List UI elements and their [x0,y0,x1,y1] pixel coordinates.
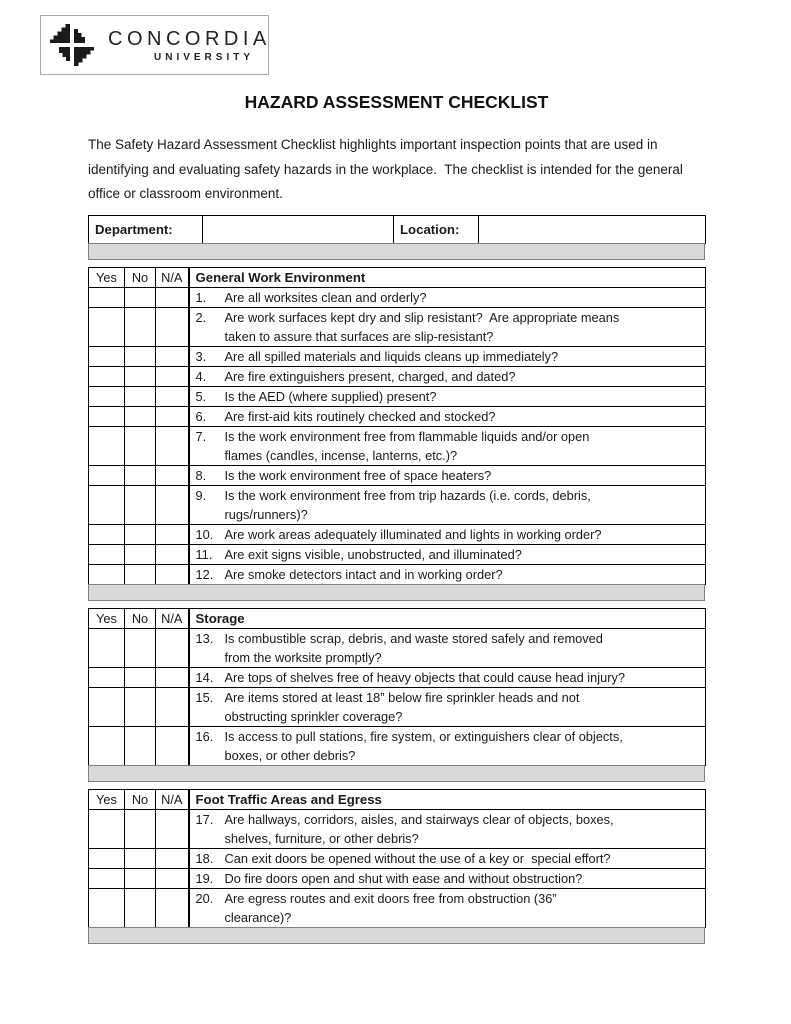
answer-cell-yes[interactable] [89,849,125,869]
item-number: 7. [195,429,207,444]
answer-cell-no[interactable] [125,466,156,486]
answer-cell-no[interactable] [125,668,156,688]
checklist-item-row [89,308,706,347]
item-text: Is the work environment free from flammable liquids and/or open flames (candles, incense, lanterns, etc.)? [224,429,590,463]
item-text: Are fire extinguishers present, charged, and dated? [224,369,516,384]
item-number: 2. [195,310,207,325]
answer-cell-na[interactable] [156,347,189,367]
section-table [88,789,706,928]
item-text: Are work surfaces kept dry and slip resistant? Are appropriate means taken to assure that surfaces are slip-resistant? [224,310,620,344]
checklist-item-row [89,347,706,367]
logo-name: CONCORDIA [108,27,271,50]
answer-cell-yes[interactable] [89,367,125,387]
checklist-item-row [89,810,706,849]
item-text: Are all spilled materials and liquids cleans up immediately? [224,349,559,364]
intro-paragraph: The Safety Hazard Assessment Checklist highlights important inspection points that are used in identifying and evaluating safety hazards in the workplace. The checklist is intended for the general office or classroom environment. [88,137,687,202]
answer-cell-na[interactable] [156,367,189,387]
answer-cell-no[interactable] [125,545,156,565]
answer-cell-na[interactable] [156,727,189,766]
section-separator [88,927,705,944]
question-cell [189,407,706,427]
answer-cell-na[interactable] [156,688,189,727]
checklist-item-row [89,889,706,928]
answer-cell-no[interactable] [125,427,156,466]
answer-cell-no[interactable] [125,810,156,849]
checklist-item-row [89,727,706,766]
item-number: 10. [195,527,214,542]
question-cell [189,688,706,727]
section-header-row [89,790,706,810]
answer-cell-no[interactable] [125,849,156,869]
answer-cell-yes[interactable] [89,407,125,427]
question-cell [189,308,706,347]
item-number: 20. [195,891,214,906]
answer-cell-no[interactable] [125,869,156,889]
answer-cell-na[interactable] [156,288,189,308]
answer-cell-yes[interactable] [89,629,125,668]
question-cell [189,387,706,407]
item-text: Is combustible scrap, debris, and waste stored safely and removed from the worksite promptly? [224,631,603,665]
checklist-item-row [89,387,706,407]
answer-cell-yes[interactable] [89,727,125,766]
checklist-sections [88,267,705,944]
answer-cell-yes[interactable] [89,427,125,466]
section-table [88,608,706,766]
department-location-row [89,216,706,244]
item-number: 3. [195,349,207,364]
answer-cell-yes[interactable] [89,466,125,486]
question-cell [189,810,706,849]
column-header-no: No [125,268,156,288]
answer-cell-no[interactable] [125,308,156,347]
logo-subname: UNIVERSITY [154,51,255,63]
question-cell [189,486,706,525]
item-text: Are exit signs visible, unobstructed, and illuminated? [224,547,522,562]
item-number: 9. [195,488,207,503]
checklist-item-row [89,668,706,688]
item-text: Is the work environment free from trip hazards (i.e. cords, debris, rugs/runners)? [224,488,591,522]
question-cell [189,629,706,668]
column-header-no: No [125,790,156,810]
location-label: Location: [394,216,479,244]
answer-cell-yes[interactable] [89,668,125,688]
column-header-yes: Yes [89,609,125,629]
answer-cell-na[interactable] [156,810,189,849]
answer-cell-na[interactable] [156,525,189,545]
concordia-pinwheel-icon [46,18,96,72]
checklist-item-row [89,629,706,668]
answer-cell-na[interactable] [156,387,189,407]
checklist-item-row [89,427,706,466]
university-logo-text [108,28,271,63]
answer-cell-na[interactable] [156,486,189,525]
column-header-na: N/A [156,609,189,629]
location-input-cell[interactable] [479,216,706,244]
item-number: 6. [195,409,207,424]
answer-cell-yes[interactable] [89,545,125,565]
item-text: Do fire doors open and shut with ease and without obstruction? [224,871,583,886]
answer-cell-na[interactable] [156,427,189,466]
item-text: Are all worksites clean and orderly? [224,290,427,305]
answer-cell-no[interactable] [125,525,156,545]
question-cell [189,889,706,928]
item-text: Are tops of shelves free of heavy objects that could cause head injury? [224,670,625,685]
answer-cell-na[interactable] [156,308,189,347]
checklist-item-row [89,545,706,565]
answer-cell-na[interactable] [156,565,189,585]
column-header-na: N/A [156,268,189,288]
answer-cell-na[interactable] [156,849,189,869]
question-cell [189,367,706,387]
item-number: 17. [195,812,214,827]
answer-cell-yes[interactable] [89,525,125,545]
answer-cell-no[interactable] [125,367,156,387]
item-number: 14. [195,670,214,685]
answer-cell-yes[interactable] [89,308,125,347]
question-cell [189,466,706,486]
section-header-row [89,268,706,288]
answer-cell-yes[interactable] [89,869,125,889]
section-separator [88,243,705,260]
question-cell [189,668,706,688]
question-cell [189,849,706,869]
answer-cell-na[interactable] [156,466,189,486]
answer-cell-yes[interactable] [89,288,125,308]
answer-cell-no[interactable] [125,629,156,668]
item-number: 5. [195,389,207,404]
item-number: 1. [195,290,207,305]
answer-cell-na[interactable] [156,629,189,668]
item-text: Are hallways, corridors, aisles, and stairways clear of objects, boxes, shelves, furniture, or other debris? [224,812,614,846]
item-number: 18. [195,851,214,866]
university-logo [40,15,269,75]
column-header-no: No [125,609,156,629]
question-cell [189,427,706,466]
question-cell [189,565,706,585]
item-text: Is the work environment free of space heaters? [224,468,492,483]
question-cell [189,545,706,565]
checklist-item-row [89,486,706,525]
answer-cell-no[interactable] [125,688,156,727]
question-cell [189,727,706,766]
item-text: Are work areas adequately illuminated and lights in working order? [224,527,602,542]
question-cell [189,525,706,545]
item-text: Can exit doors be opened without the use of a key or special effort? [224,851,611,866]
section-title: Foot Traffic Areas and Egress [189,790,706,810]
checklist-item-row [89,466,706,486]
checklist-item-row [89,367,706,387]
answer-cell-yes[interactable] [89,889,125,928]
item-number: 16. [195,729,214,744]
answer-cell-yes[interactable] [89,688,125,727]
item-number: 13. [195,631,214,646]
answer-cell-no[interactable] [125,486,156,525]
section-separator [88,584,705,601]
item-number: 4. [195,369,207,384]
department-label: Department: [89,216,203,244]
section-header-row [89,609,706,629]
column-header-yes: Yes [89,790,125,810]
answer-cell-no[interactable] [125,727,156,766]
checklist-item-row [89,565,706,585]
answer-cell-yes[interactable] [89,810,125,849]
department-location-table [88,215,706,244]
checklist-item-row [89,288,706,308]
checklist-item-row [89,869,706,889]
column-header-yes: Yes [89,268,125,288]
answer-cell-no[interactable] [125,387,156,407]
section-title: General Work Environment [189,268,706,288]
answer-cell-yes[interactable] [89,486,125,525]
section-title: Storage [189,609,706,629]
item-number: 8. [195,468,207,483]
column-header-na: N/A [156,790,189,810]
item-text: Are first-aid kits routinely checked and stocked? [224,409,496,424]
checklist-item-row [89,688,706,727]
department-input-cell[interactable] [203,216,394,244]
item-text: Are smoke detectors intact and in working order? [224,567,503,582]
answer-cell-na[interactable] [156,407,189,427]
item-text: Is the AED (where supplied) present? [224,389,437,404]
item-number: 15. [195,690,214,705]
item-text: Is access to pull stations, fire system, or extinguishers clear of objects, boxes, or other debris? [224,729,623,763]
page-title: HAZARD ASSESSMENT CHECKLIST [244,92,549,112]
question-cell [189,347,706,367]
checklist-item-row [89,525,706,545]
answer-cell-no[interactable] [125,565,156,585]
question-cell [189,288,706,308]
item-number: 12. [195,567,214,582]
checklist-item-row [89,849,706,869]
item-number: 11. [195,547,213,562]
answer-cell-na[interactable] [156,545,189,565]
answer-cell-na[interactable] [156,869,189,889]
item-number: 19. [195,871,214,886]
answer-cell-yes[interactable] [89,387,125,407]
section-table [88,267,706,585]
item-text: Are items stored at least 18” below fire sprinkler heads and not obstructing sprinkler coverage? [224,690,580,724]
answer-cell-no[interactable] [125,407,156,427]
answer-cell-yes[interactable] [89,565,125,585]
section-separator [88,765,705,782]
answer-cell-no[interactable] [125,889,156,928]
answer-cell-na[interactable] [156,668,189,688]
checklist-body [88,215,705,944]
answer-cell-no[interactable] [125,288,156,308]
answer-cell-na[interactable] [156,889,189,928]
answer-cell-no[interactable] [125,347,156,367]
item-text: Are egress routes and exit doors free from obstruction (36” clearance)? [224,891,557,925]
question-cell [189,869,706,889]
checklist-item-row [89,407,706,427]
answer-cell-yes[interactable] [89,347,125,367]
